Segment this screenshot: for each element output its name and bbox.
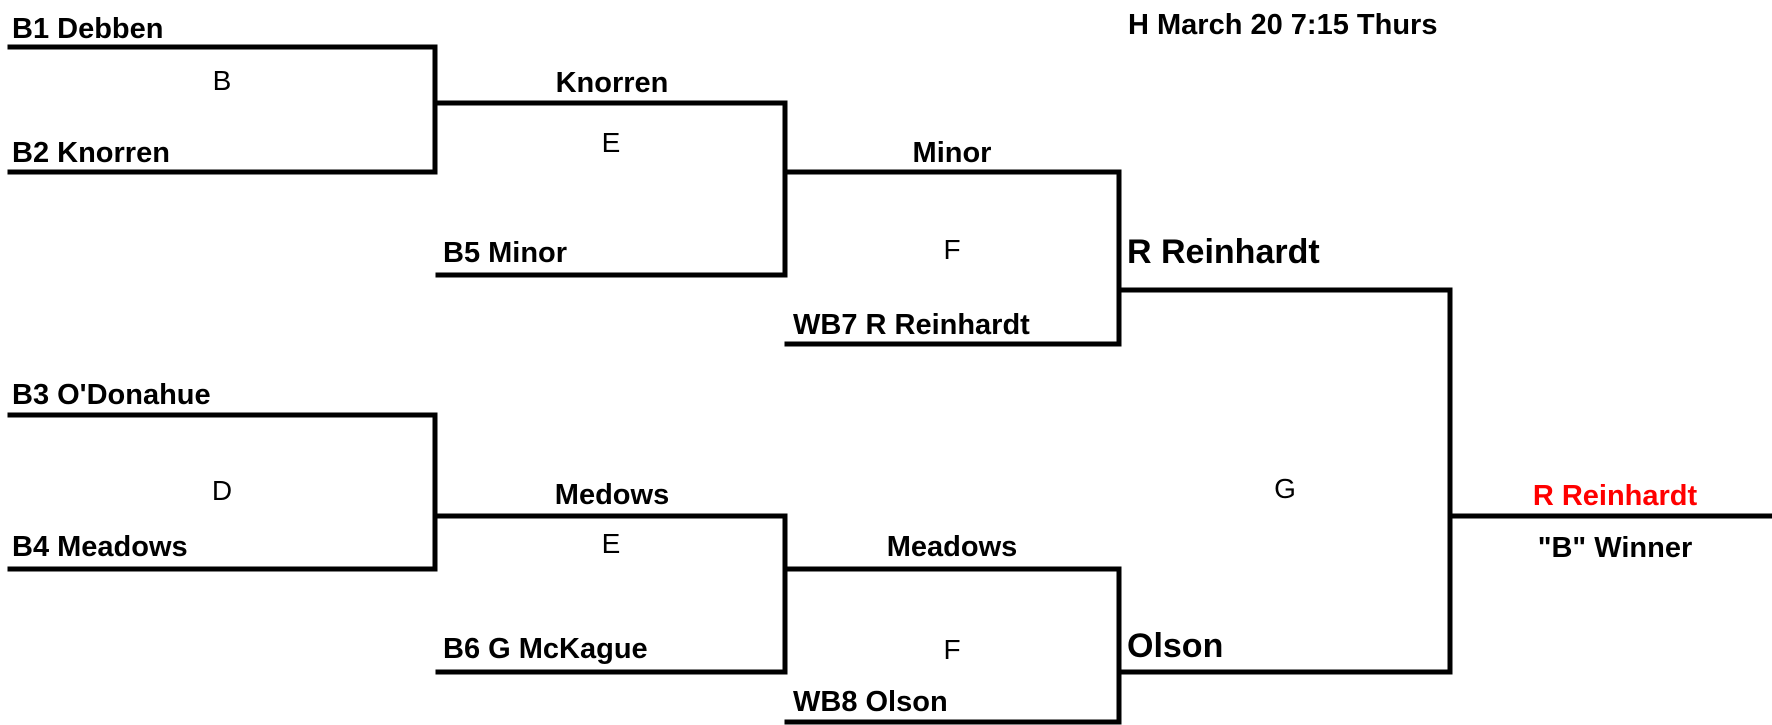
champion-name: R Reinhardt <box>1532 480 1698 512</box>
game-label-e-bottom: E <box>601 528 621 559</box>
team-b6: B6 G McKague <box>443 633 648 665</box>
team-b3: B3 O'Donahue <box>12 379 211 411</box>
round3-top-winner: Minor <box>912 137 992 169</box>
game-label-f-top: F <box>943 234 961 265</box>
game-label-e-top: E <box>601 127 621 158</box>
bracket-lines <box>10 47 1772 722</box>
game-label-f-bottom: F <box>943 634 961 665</box>
game-label-g: G <box>1274 473 1296 504</box>
round2-bottom-winner: Medows <box>554 479 670 511</box>
team-b5: B5 Minor <box>443 237 568 269</box>
game-label-b: B <box>212 65 232 96</box>
team-b2: B2 Knorren <box>12 137 170 169</box>
team-b4: B4 Meadows <box>12 531 188 563</box>
team-b1: B1 Debben <box>12 13 164 45</box>
semifinal-bottom: Olson <box>1127 627 1224 665</box>
schedule-header: H March 20 7:15 Thurs <box>1128 9 1438 41</box>
round2-top-winner: Knorren <box>555 67 669 99</box>
semifinal-top: R Reinhardt <box>1127 233 1320 271</box>
champion-caption: "B" Winner <box>1537 532 1693 564</box>
round3-bottom-winner: Meadows <box>886 531 1018 563</box>
team-wb8: WB8 Olson <box>793 686 948 718</box>
team-wb7: WB7 R Reinhardt <box>793 309 1030 341</box>
game-label-d: D <box>211 475 233 506</box>
